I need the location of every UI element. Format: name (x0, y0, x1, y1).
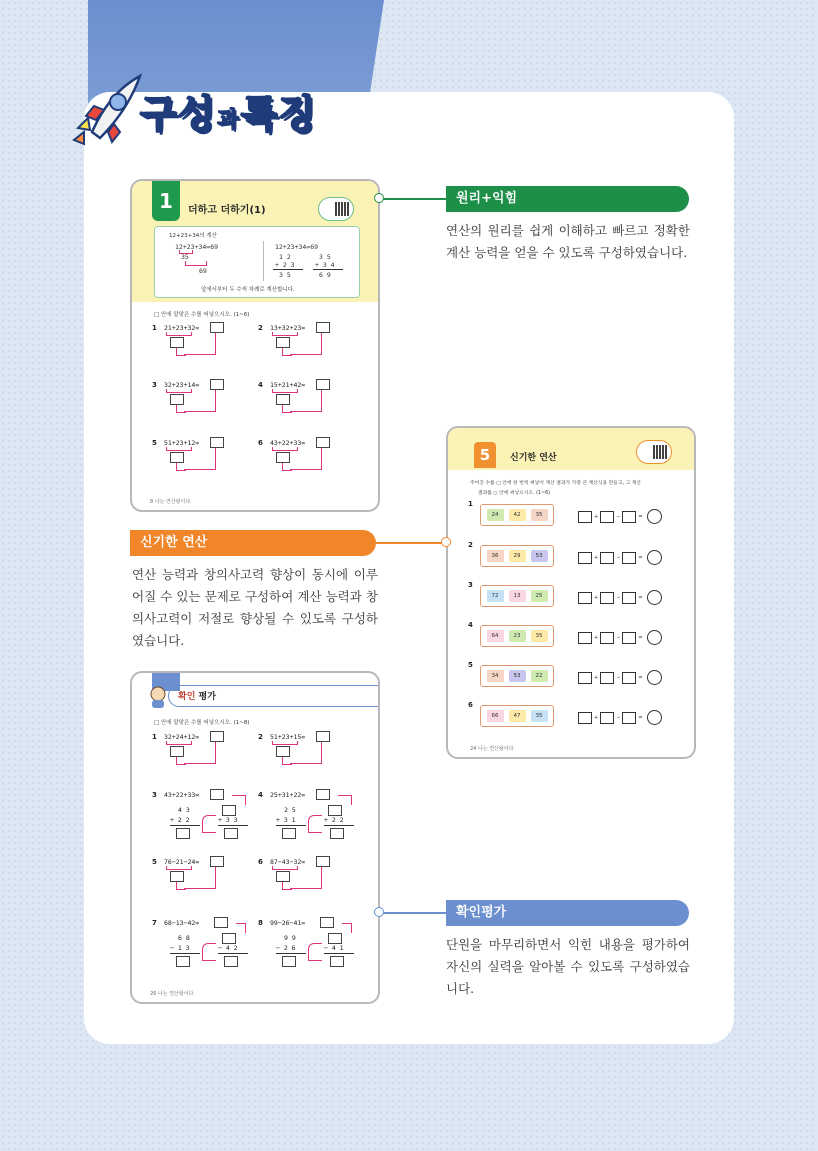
result-circle[interactable] (647, 509, 662, 524)
problem-number: 3 (152, 791, 157, 799)
answer-box[interactable] (210, 379, 224, 390)
example-heading: 12+23+34의 계산 (169, 233, 217, 239)
answer-box[interactable] (170, 746, 184, 757)
number-card: 53 (509, 670, 526, 682)
number-card: 64 (487, 630, 504, 642)
instruction-line2: 결과를 ○ 안에 써넣으시오. (1~6) (478, 491, 551, 496)
answer-box[interactable] (622, 712, 636, 724)
calc-line: + 2 3 (275, 261, 295, 269)
vertical-operand: 4 3 (178, 806, 190, 814)
answer-box[interactable] (276, 337, 290, 348)
section-description-review: 단원을 마무리하면서 익힌 내용을 평가하여 자신의 실력을 알아볼 수 있도록 구성하였습니다. (446, 937, 690, 996)
calc-line: 6 9 (319, 271, 331, 279)
number-card-group (480, 585, 554, 607)
answer-box[interactable] (578, 712, 592, 724)
answer-box[interactable] (170, 394, 184, 405)
problem-number: 5 (468, 661, 473, 669)
answer-box[interactable] (276, 394, 290, 405)
connector-line (380, 912, 446, 914)
unit-number: 5 (474, 442, 496, 468)
result-circle[interactable] (647, 550, 662, 565)
answer-box[interactable] (600, 592, 614, 604)
problem-expression: 43+22+33= (270, 439, 306, 447)
answer-box[interactable] (600, 712, 614, 724)
answer-box[interactable] (316, 789, 330, 800)
answer-box[interactable] (316, 379, 330, 390)
problem-number: 3 (152, 381, 157, 389)
review-title-black: 평가 (198, 692, 216, 702)
answer-box[interactable] (320, 917, 334, 928)
answer-box[interactable] (578, 672, 592, 684)
vertical-operand: 2 5 (284, 806, 296, 814)
answer-box[interactable] (276, 871, 290, 882)
vertical-operand: + 3 1 (276, 816, 296, 824)
problem-number: 6 (258, 439, 263, 447)
number-card: 66 (487, 710, 504, 722)
problem-number: 6 (468, 701, 473, 709)
calc-line: + 3 4 (315, 261, 335, 269)
equation-row: + − = (578, 550, 662, 565)
number-card: 35 (531, 630, 548, 642)
answer-box[interactable] (224, 956, 238, 967)
problem-expression: 99−26−41= (270, 919, 306, 927)
section-label-review: 확인평가 (446, 900, 689, 926)
page-footer: 24 나는 연산왕이다. (470, 746, 515, 752)
vertical-operand: + 2 2 (170, 816, 190, 824)
equation-row: + − = (578, 710, 662, 725)
answer-box[interactable] (282, 828, 296, 839)
title-part2: 과 (217, 107, 239, 133)
thumb2-header (448, 428, 694, 470)
problem-expression: 51+23+15= (270, 733, 306, 741)
number-card: 42 (509, 509, 526, 521)
answer-box[interactable] (316, 856, 330, 867)
connector-dot (374, 907, 384, 917)
thumbnail-principle-page (130, 179, 380, 512)
thumbnail-review-page (130, 671, 380, 1004)
number-card: 23 (509, 630, 526, 642)
problem-number: 1 (152, 324, 157, 332)
vertical-operand: − 1 3 (170, 944, 190, 952)
answer-box[interactable] (176, 828, 190, 839)
calc-line: 3 5 (319, 253, 331, 261)
problem-number: 2 (258, 733, 263, 741)
calc-line: 69 (199, 267, 207, 275)
problem-number: 8 (258, 919, 263, 927)
answer-box[interactable] (214, 917, 228, 928)
number-card-group (480, 625, 554, 647)
calc-line: 3 5 (279, 271, 291, 279)
answer-box[interactable] (222, 933, 236, 944)
vertical-operand: − 4 1 (324, 944, 344, 952)
calc-line: 12+23+34=69 (275, 243, 319, 251)
answer-box[interactable] (276, 746, 290, 757)
answer-box[interactable] (170, 452, 184, 463)
result-circle[interactable] (647, 670, 662, 685)
section-description-creative: 연산 능력과 창의사고력 향상이 동시에 이루어질 수 있는 문제로 구성하여 계산 능력과 창의사고력이 저절로 향상될 수 있도록 구성하였습니다. (132, 567, 378, 648)
problem-expression: 21+23+32= (164, 324, 200, 332)
instruction-line1: 주어진 수를 □ 안에 한 번씩 써넣어 계산 결과가 가장 큰 계산식을 만들고, 그 계산 (470, 481, 642, 486)
number-card-group (480, 504, 554, 526)
problem-number: 4 (468, 621, 473, 629)
answer-box[interactable] (316, 437, 330, 448)
result-circle[interactable] (647, 590, 662, 605)
answer-box[interactable] (330, 828, 344, 839)
answer-box[interactable] (170, 337, 184, 348)
review-title (178, 689, 216, 702)
result-circle[interactable] (647, 630, 662, 645)
problem-number: 7 (152, 919, 157, 927)
problem-number: 2 (258, 324, 263, 332)
equation-row: + − = (578, 670, 662, 685)
answer-box[interactable] (578, 511, 592, 523)
page-footer: 8 나는 연산왕이다. (150, 499, 192, 505)
title-part1: 구성 (140, 91, 216, 136)
answer-box[interactable] (210, 322, 224, 333)
number-card: 29 (509, 550, 526, 562)
problem-number: 5 (152, 858, 157, 866)
number-card-group (480, 545, 554, 567)
answer-box[interactable] (224, 828, 238, 839)
number-card: 47 (509, 710, 526, 722)
number-card: 22 (531, 670, 548, 682)
answer-box[interactable] (622, 552, 636, 564)
problem-number: 5 (152, 439, 157, 447)
character-icon (148, 685, 168, 709)
vertical-operand: 6 8 (178, 934, 190, 942)
unit-title: 더하고 더하기(1) (188, 205, 266, 216)
number-card: 13 (509, 590, 526, 602)
qr-code-icon (318, 197, 354, 221)
thumb3-header (132, 673, 378, 713)
number-card: 72 (487, 590, 504, 602)
unit-title: 신기한 연산 (510, 453, 557, 463)
answer-box[interactable] (316, 731, 330, 742)
problem-expression: 32+23+14= (164, 381, 200, 389)
unit-number: 1 (152, 181, 180, 221)
number-card-group (480, 705, 554, 727)
answer-box[interactable] (600, 672, 614, 684)
answer-box[interactable] (600, 632, 614, 644)
number-card: 53 (531, 550, 548, 562)
equation-row: + − = (578, 630, 662, 645)
problem-number: 2 (468, 541, 473, 549)
answer-box[interactable] (328, 933, 342, 944)
connector-line (376, 542, 446, 544)
connector-dot (374, 193, 384, 203)
answer-box[interactable] (170, 871, 184, 882)
number-card: 34 (487, 670, 504, 682)
problem-number: 1 (468, 500, 473, 508)
rocket-icon (70, 70, 146, 150)
number-card: 36 (487, 550, 504, 562)
problem-number: 4 (258, 791, 263, 799)
answer-box[interactable] (210, 789, 224, 800)
number-card: 35 (531, 710, 548, 722)
thumbnail-creative-page (446, 426, 696, 759)
calc-line: 12+23+34=69 (175, 243, 219, 251)
problem-expression: 68−13−42= (164, 919, 200, 927)
connector-dot (441, 537, 451, 547)
problem-expression: 87−43−32= (270, 858, 306, 866)
section-label-principle: 원리+익힘 (446, 186, 689, 212)
result-circle[interactable] (647, 710, 662, 725)
problem-number: 6 (258, 858, 263, 866)
thumb1-header (132, 181, 378, 302)
instruction: □ 안에 알맞은 수를 써넣으시오. (1~8) (154, 720, 250, 726)
section-description-principle: 연산의 원리를 쉽게 이해하고 빠르고 정확한 계산 능력을 얻을 수 있도록 구성하였습니다. (446, 223, 690, 260)
vertical-operand: + 2 2 (324, 816, 344, 824)
answer-box[interactable] (282, 956, 296, 967)
title-part3: 특징 (240, 91, 317, 136)
calc-line: 35 (181, 253, 189, 261)
answer-box[interactable] (276, 452, 290, 463)
answer-box[interactable] (600, 511, 614, 523)
number-card: 35 (531, 509, 548, 521)
connector-line (380, 198, 446, 200)
problem-expression: 76−21−24= (164, 858, 200, 866)
instruction: □ 안에 알맞은 수를 써넣으시오. (1~6) (154, 312, 250, 318)
problem-expression: 43+22+33= (164, 791, 200, 799)
answer-box[interactable] (222, 805, 236, 816)
problem-expression: 13+32+23= (270, 324, 306, 332)
review-title-red: 확인 (178, 692, 196, 702)
answer-box[interactable] (328, 805, 342, 816)
problem-expression: 32+24+12= (164, 733, 200, 741)
vertical-operand: + 3 3 (218, 816, 238, 824)
answer-box[interactable] (210, 437, 224, 448)
example-box (154, 226, 360, 298)
answer-box[interactable] (330, 956, 344, 967)
calc-line: 1 2 (279, 253, 291, 261)
answer-box[interactable] (578, 552, 592, 564)
number-card: 24 (487, 509, 504, 521)
qr-code-icon (636, 440, 672, 464)
answer-box[interactable] (622, 511, 636, 523)
problem-number: 3 (468, 581, 473, 589)
equation-row: + − = (578, 590, 662, 605)
equation-row: + − = (578, 509, 662, 524)
answer-box[interactable] (622, 632, 636, 644)
page-title (70, 70, 316, 150)
answer-box[interactable] (600, 552, 614, 564)
problem-expression: 25+31+22= (270, 791, 306, 799)
problem-expression: 15+21+42= (270, 381, 306, 389)
vertical-operand: − 4 2 (218, 944, 238, 952)
example-note: 앞에서부터 두 수씩 차례로 계산합니다. (201, 287, 295, 293)
number-card-group (480, 665, 554, 687)
problem-number: 1 (152, 733, 157, 741)
page-footer: 26 나는 연산왕이다. (150, 991, 195, 997)
section-label-creative: 신기한 연산 (130, 530, 376, 556)
answer-box[interactable] (578, 592, 592, 604)
answer-box[interactable] (622, 672, 636, 684)
problem-expression: 51+23+12= (164, 439, 200, 447)
number-card: 25 (531, 590, 548, 602)
answer-box[interactable] (578, 632, 592, 644)
answer-box[interactable] (210, 731, 224, 742)
answer-box[interactable] (176, 956, 190, 967)
vertical-operand: − 2 6 (276, 944, 296, 952)
answer-box[interactable] (316, 322, 330, 333)
problem-number: 4 (258, 381, 263, 389)
answer-box[interactable] (210, 856, 224, 867)
answer-box[interactable] (622, 592, 636, 604)
vertical-operand: 9 9 (284, 934, 296, 942)
